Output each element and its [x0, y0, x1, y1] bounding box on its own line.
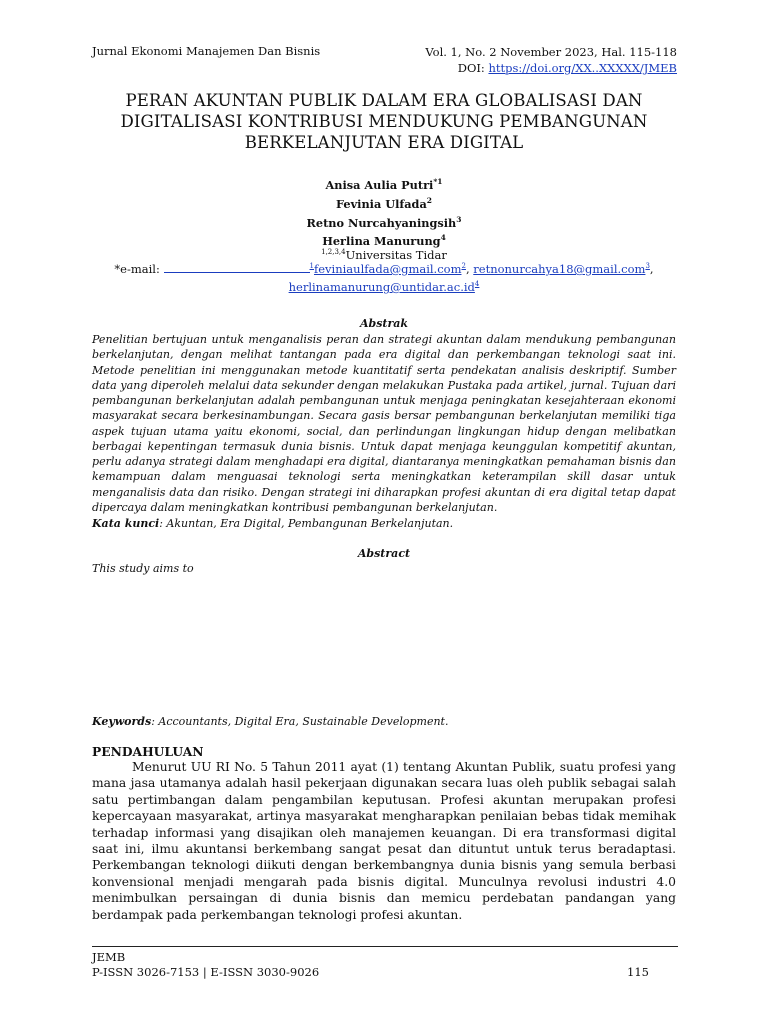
abstrak-body: Penelitian bertujuan untuk menganalisis peran dan strategi akuntan dalam mendukung pembangunan berkelanjutan, dengan melihat tantangan pada era digital dan perkembangan teknologi saat ini. Metode penelitian ini menggunakan metode kuantitatif serta pendekatan analisis deskriptif. Sumber data yang diperoleh melalui data sekunder dengan melakukan Pustaka pada artikel, jurnal. Tujuan dari pembangunan berkelanjutan adalah pembangunan untuk menjaga peningkatan kesejahteraan ekonomi masyarakat secara berkesinambungan. Secara gasis bersar pembangunan berkelanjutan memiliki tiga aspek tujuan utama yaitu ekonomi, social, dan perlindungan lingkungan hidup dengan melibatkan berbagai kepentingan termasuk dunia bisnis. Untuk dapat menjaga keunggulan kompetitif akuntan, perlu adanya strategi dalam menghadapi era digital, diantaranya meningkatkan pemahaman bisnis dan kemampuan dalam menguasai teknologi serta meningkatkan keterampilan skill dasar untuk menganalisis data dan risiko. Dengan strategi ini diharapkan profesi akuntan di era digital tetap dapat dipercaya dalam meningkatkan kontribusi pembangunan berkelanjutan. — [92, 333, 676, 514]
section-body: Menurut UU RI No. 5 Tahun 2011 ayat (1) tentang Akuntan Publik, suatu profesi yang mana jasa utamanya adalah hasil pekerjaan digunakan secara luas oleh publik sebagai salah satu pertimbangan dalam pengambilan keputusan. Profesi akuntan merupakan profesi kepercayaan masyarakat, artinya masyarakat mengharapkan penilaian bebas tidak memihak terhadap informasi yang disajikan oleh manajemen keuangan. Di era transformasi digital saat ini, ilmu akuntansi berkembang sangat pesat dan dituntut untuk terus beradaptasi. Perkembangan teknologi diikuti dengan berkembangnya dunia bisnis yang semula berbasi konvensional menjadi mengarah pada bisnis digital. Munculnya revolusi industri 4.0 menimbulkan persaingan di dunia bisnis dan memicu perdebatan pandangan yang berdampak pada perkembangan teknologi profesi akuntan. — [92, 760, 676, 922]
page-number: 115 — [627, 965, 649, 979]
author: Herlina Manurung$^4$ — [322, 233, 446, 249]
abstrak-heading: Abstrak — [359, 317, 409, 330]
email-link[interactable]: herlinamanurung@untidar.ac.id — [288, 279, 475, 294]
author: Fevinia Ulfada$^2$ — [336, 195, 432, 211]
doi-label: DOI: — [457, 61, 489, 75]
email-label: *e-mail: — [114, 261, 164, 276]
header-right — [425, 44, 677, 76]
paper-title — [92, 90, 676, 153]
keywords: Keywords: Accountants, Digital Era, Sustainable Development. — [92, 715, 449, 728]
title-line: PERAN AKUNTAN PUBLIK DALAM ERA GLOBALISASI DAN — [125, 91, 643, 110]
author-list — [92, 174, 676, 249]
section-heading: PENDAHULUAN — [92, 744, 204, 759]
doi-link[interactable]: https://doi.org/XX..XXXXX/JMEB — [488, 61, 677, 75]
footer-divider — [92, 946, 678, 947]
title-line: BERKELANJUTAN ERA DIGITAL — [244, 133, 524, 152]
kata-kunci: Kata kunci: Akuntan, Era Digital, Pembangunan Berkelanjutan. — [92, 517, 454, 530]
email-link-blank[interactable] — [164, 261, 310, 273]
email-link[interactable]: feviniaulfada@gmail.com — [313, 261, 462, 276]
affiliation: $^{1,2,3,4}$Universitas Tidar — [321, 247, 447, 262]
author: Retno Nurcahyaningsih$^3$ — [306, 214, 462, 230]
email-block: *e-mail: $^1$feviniaulfada@gmail.com$^2$, retnonurcahya18@gmail.com$^3$, $herlinamanurung@untidar.ac.id^4$ — [114, 261, 654, 294]
title-line: DIGITALISASI KONTRIBUSI MENDUKUNG PEMBANGUNAN — [120, 112, 648, 131]
footer-issn: P-ISSN 3026-7153 | E-ISSN 3030-9026 — [92, 965, 320, 979]
author: Anisa Aulia Putri$^{*1}$ — [325, 177, 443, 192]
journal-name: Jurnal Ekonomi Manajemen Dan Bisnis — [92, 44, 321, 58]
email-link[interactable]: retnonurcahya18@gmail.com — [473, 261, 646, 276]
volume-info: Vol. 1, No. 2 November 2023, Hal. 115-118 — [425, 45, 677, 59]
abstract-heading: Abstract — [357, 547, 411, 560]
doi-line — [425, 60, 677, 76]
footer-journal: JEMB — [92, 950, 126, 964]
abstract-body: This study aims to — [92, 562, 194, 575]
